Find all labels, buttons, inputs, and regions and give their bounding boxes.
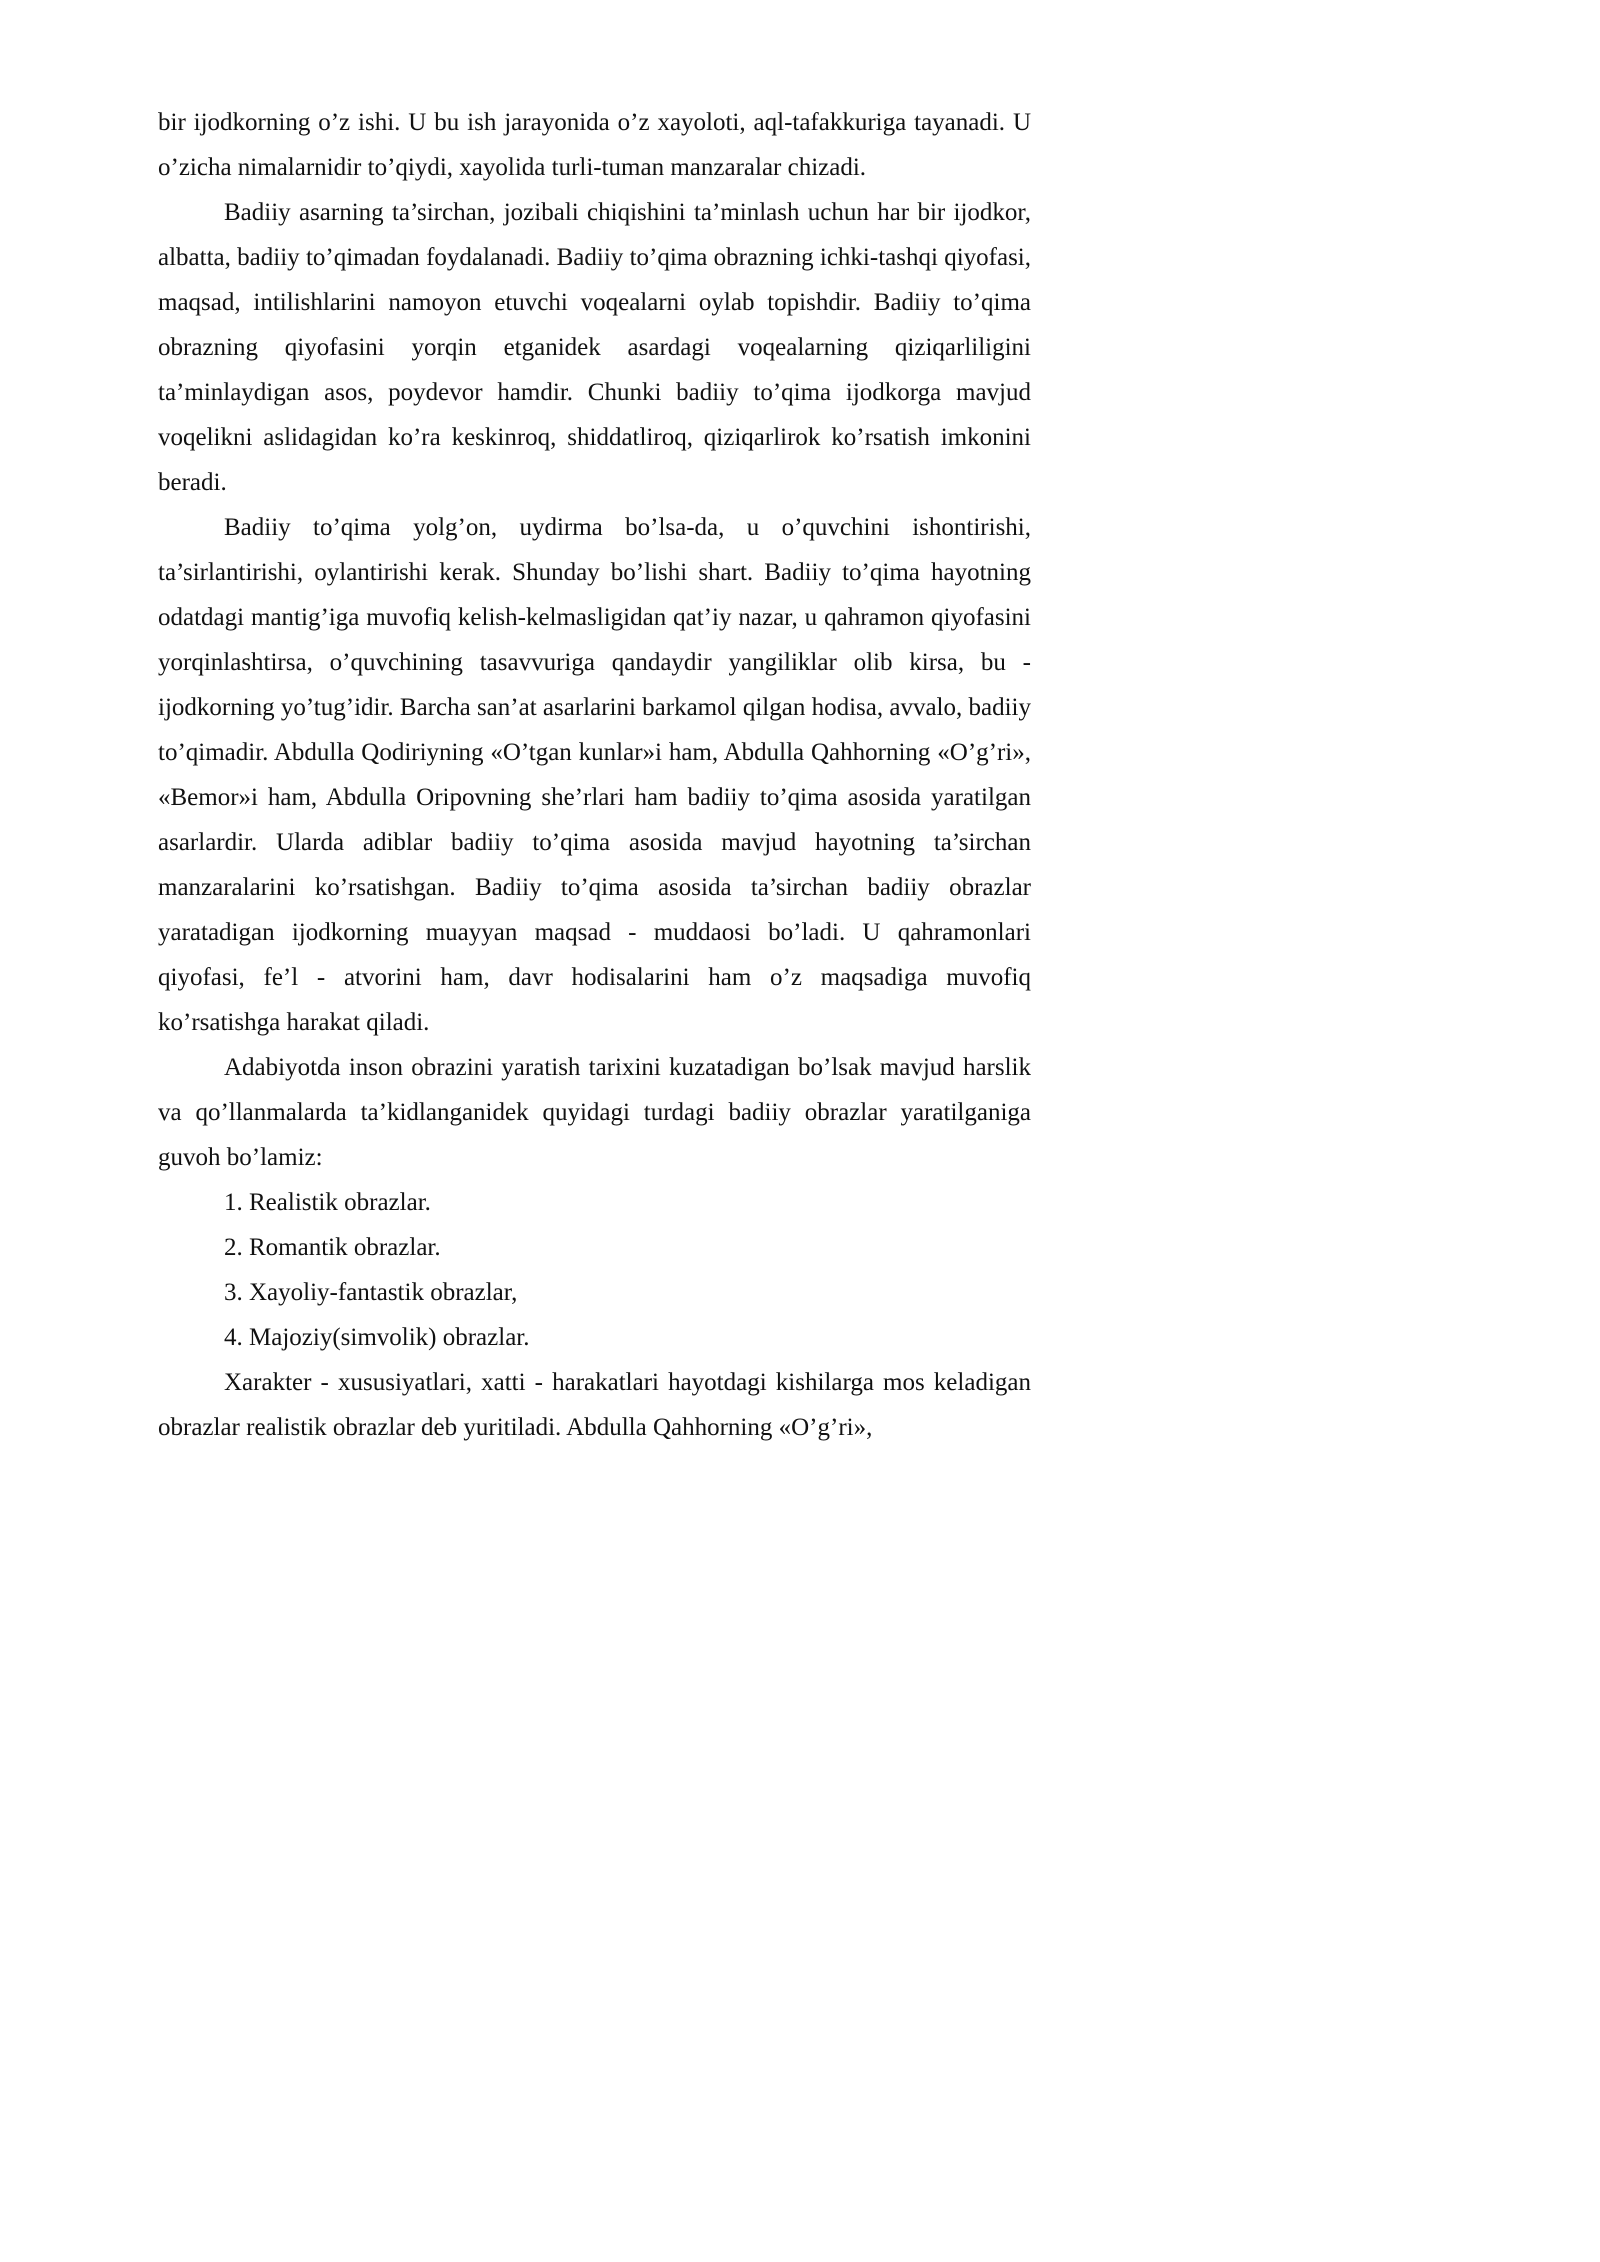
list-item: 4. Majoziy(simvolik) obrazlar. xyxy=(224,1324,530,1351)
paragraph-badiiy-toqima-role: Badiiy to’qima yolg’on, uydirma bo’lsa-da, u o’quvchini ishontirishi, ta’sirlantirishi, oylantirishi kerak. Shunday bo’lishi shart. Badiiy to’qima hayotning odatdagi mantig’iga muvofiq kelish-kelmasligidan qat’iy nazar, u qahramon qiyofasini yorqinlashtirsa, o’quvchining tasavvuriga qandaydir yangiliklar olib kirsa, bu - ijodkorning yo’tug’idir. Barcha san’at asarlarini barkamol qilgan hodisa, avvalo, badiiy to’qimadir. Abdulla Qodiriyning «O’tgan kunlar»i ham, Abdulla Qahhorning «O’g’ri», «Bemor»i ham, Abdulla Oripovning she’rlari ham badiiy to’qima asosida yaratilgan asarlardir. Ularda adiblar badiiy to’qima asosida mavjud hayotning ta’sirchan manzaralarini ko’rsatishgan. Badiiy to’qima asosida ta’sirchan badiiy obrazlar yaratadigan ijodkorning muayyan maqsad - muddaosi bo’ladi. U qahramonlari qiyofasi, fe’l - atvorini ham, davr hodisalarini ham o’z maqsadiga muvofiq ko’rsatishga harakat qiladi. xyxy=(158,514,1031,1036)
paragraph-continuation: bir ijodkorning o’z ishi. U bu ish jarayonida o’z xayoloti, aql-tafakkuriga tayanadi. U o’zicha nimalarnidir to’qiydi, xayolida turli-tuman manzaralar chizadi. xyxy=(158,109,1031,181)
document-page xyxy=(158,100,1031,1450)
paragraph-badiiy-toqima-definition: Badiiy asarning ta’sirchan, jozibali chiqishini ta’minlash uchun har bir ijodkor, albatta, badiiy to’qimadan foydalanadi. Badiiy to’qima obrazning ichki-tashqi qiyofasi, maqsad, intilishlarini namoyon etuvchi voqealarni oylab topishdir. Badiiy to’qima obrazning qiyofasini yorqin etganidek asardagi voqealarning qiziqarliligini ta’minlaydigan asos, poydevor hamdir. Chunki badiiy to’qima ijodkorga mavjud voqelikni aslidagidan ko’ra keskinroq, shiddatliroq, qiziqarlirok ko’rsatish imkonini beradi. xyxy=(158,199,1031,496)
list-item: 2. Romantik obrazlar. xyxy=(224,1234,441,1261)
list-item: 1. Realistik obrazlar. xyxy=(224,1189,431,1216)
list-item: 3. Xayoliy-fantastik obrazlar, xyxy=(224,1279,518,1306)
paragraph-obraz-types-intro: Adabiyotda inson obrazini yaratish tarixini kuzatadigan bo’lsak mavjud harslik va qo’llanmalarda ta’kidlanganidek quyidagi turdagi badiiy obrazlar yaratilganiga guvoh bo’lamiz: xyxy=(158,1054,1031,1171)
paragraph-realistic-obraz: Xarakter - xususiyatlari, xatti - harakatlari hayotdagi kishilarga mos keladigan obrazlar realistik obrazlar deb yuritiladi. Abdulla Qahhorning «O’g’ri», xyxy=(158,1369,1031,1441)
